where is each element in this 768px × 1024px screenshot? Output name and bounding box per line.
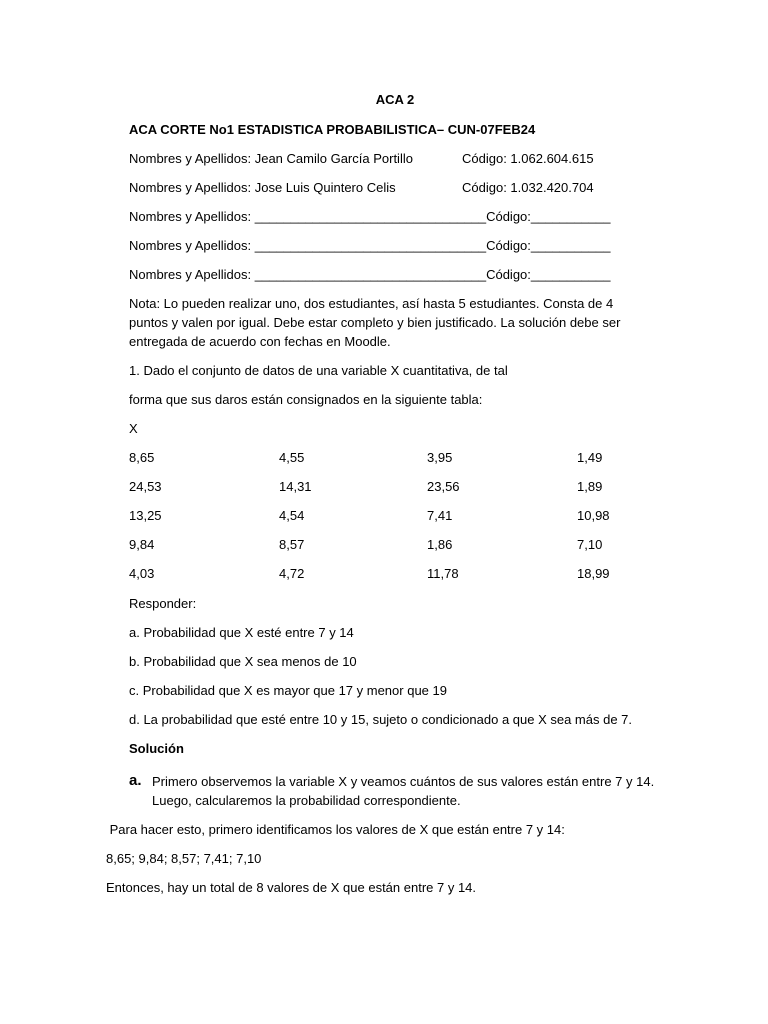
student-blank-row-3: Nombres y Apellidos: ________________________________Código:___________: [129, 209, 611, 224]
table-cell: 8,57: [279, 537, 305, 552]
table-cell: 9,84: [129, 537, 155, 552]
student-code-1: Código: 1.062.604.615: [462, 151, 594, 166]
table-cell: 3,95: [427, 450, 453, 465]
note-paragraph: Nota: Lo pueden realizar uno, dos estudiantes, así hasta 5 estudiantes. Consta de 4 puntos y valen por igual. Debe estar completo y bien justificado. La solución debe ser entregada de acuerdo con fechas en Moodle.: [129, 296, 621, 349]
student-blank-row-4: Nombres y Apellidos: ________________________________Código:___________: [129, 238, 611, 253]
question-1-line-1: 1. Dado el conjunto de datos de una variable X cuantitativa, de tal: [129, 363, 508, 378]
values-line: 8,65; 9,84; 8,57; 7,41; 7,10: [106, 851, 262, 866]
table-cell: 1,89: [577, 479, 603, 494]
solution-a-line-2: Luego, calcularemos la probabilidad correspondiente.: [152, 793, 461, 808]
table-cell: 4,54: [279, 508, 305, 523]
table-cell: 4,55: [279, 450, 305, 465]
table-cell: 4,72: [279, 566, 305, 581]
question-1-line-2: forma que sus daros están consignados en la siguiente tabla:: [129, 392, 483, 407]
table-cell: 1,49: [577, 450, 603, 465]
table-cell: 4,03: [129, 566, 155, 581]
table-cell: 13,25: [129, 508, 162, 523]
table-cell: 10,98: [577, 508, 610, 523]
table-cell: 24,53: [129, 479, 162, 494]
student-name-1: Nombres y Apellidos: Jean Camilo García Portillo: [129, 151, 413, 166]
table-cell: 7,10: [577, 537, 603, 552]
table-cell: 1,86: [427, 537, 453, 552]
page-title: ACA 2: [375, 92, 415, 107]
solution-a-line-1: Primero observemos la variable X y veamos cuántos de sus valores están entre 7 y 14.: [152, 774, 655, 789]
table-cell: 11,78: [427, 566, 459, 581]
student-code-2: Código: 1.032.420.704: [462, 180, 594, 195]
table-header: X: [129, 421, 138, 436]
question-item-a: a. Probabilidad que X esté entre 7 y 14: [129, 625, 354, 640]
question-item-d: d. La probabilidad que esté entre 10 y 15, sujeto o condicionado a que X sea más de 7.: [129, 712, 633, 727]
table-cell: 7,41: [427, 508, 453, 523]
table-cell: 8,65: [129, 450, 155, 465]
question-item-c: c. Probabilidad que X es mayor que 17 y menor que 19: [129, 683, 447, 698]
student-blank-row-5: Nombres y Apellidos: ________________________________Código:___________: [129, 267, 611, 282]
course-line: ACA CORTE No1 ESTADISTICA PROBABILISTICA– CUN-07FEB24: [129, 122, 536, 137]
identify-line: Para hacer esto, primero identificamos los valores de X que están entre 7 y 14:: [106, 822, 565, 837]
solution-heading: Solución: [129, 741, 184, 756]
table-cell: 23,56: [427, 479, 460, 494]
student-name-2: Nombres y Apellidos: Jose Luis Quintero Celis: [129, 180, 396, 195]
respond-label: Responder:: [129, 596, 197, 611]
table-cell: 14,31: [279, 479, 312, 494]
question-item-b: b. Probabilidad que X sea menos de 10: [129, 654, 357, 669]
total-line: Entonces, hay un total de 8 valores de X que están entre 7 y 14.: [106, 880, 477, 895]
solution-a-marker: a.: [129, 772, 142, 789]
table-cell: 18,99: [577, 566, 610, 581]
